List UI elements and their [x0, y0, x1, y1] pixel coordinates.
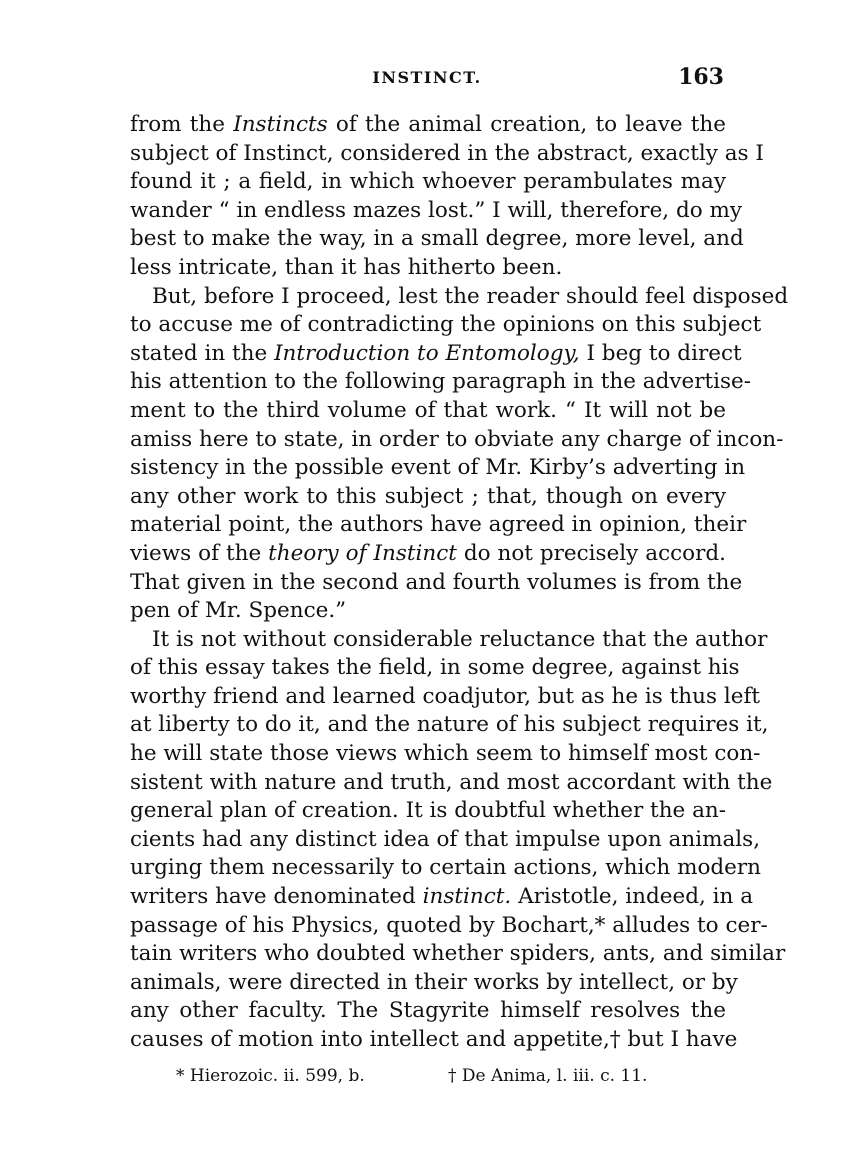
text-line: sistency in the possible event of Mr. Kirby’s adverting in — [130, 455, 746, 481]
text-line: from the Instincts of the animal creation, to leave the — [130, 112, 726, 137]
text-line: cients had any distinct idea of that impulse upon animals, — [130, 826, 761, 852]
text-line: wander “ in endless mazes lost.” I will, therefore, do my — [130, 197, 743, 223]
text-line: views of the theory of Instinct do not precisely accord. — [130, 540, 726, 566]
page-header — [130, 64, 724, 94]
body-text — [130, 111, 789, 1055]
text-line: amiss here to state, in order to obviate any charge of incon- — [130, 426, 784, 452]
text-line: causes of motion into intellect and appetite,† but I have — [130, 1027, 738, 1052]
text-line: at liberty to do it, and the nature of his subject requires it, — [130, 712, 769, 738]
text-line: general plan of creation. It is doubtful whether the an- — [130, 798, 727, 824]
text-line: sistent with nature and truth, and most accordant with the — [130, 769, 773, 795]
text-line: urging them necessarily to certain actions, which modern — [130, 855, 762, 881]
footnotes — [130, 1066, 726, 1090]
text-line: worthy friend and learned coadjutor, but as he is thus left — [130, 683, 761, 709]
text-line: of this essay takes the field, in some degree, against his — [130, 655, 740, 681]
text-line: tain writers who doubted whether spiders, ants, and similar — [130, 941, 786, 967]
text-line: material point, the authors have agreed in opinion, their — [130, 512, 747, 538]
paragraph-start-line: But, before I proceed, lest the reader should feel disposed — [152, 283, 789, 309]
text-line: writers have denominated instinct. Aristotle, indeed, in a — [130, 884, 754, 910]
text-line: ment to the third volume of that work. “ It will not be — [130, 397, 726, 423]
text-line: animals, were directed in their works by intellect, or by — [130, 969, 738, 995]
paragraph-start-line: It is not without considerable reluctance that the author — [152, 626, 768, 652]
footnote-bochart: * Hierozoic. ii. 599, b. — [176, 1066, 365, 1086]
page-number: 163 — [678, 64, 724, 90]
text-line: less intricate, than it has hitherto been. — [130, 254, 563, 280]
text-line: any other faculty. The Stagyrite himself resolves the — [130, 998, 726, 1024]
text-line: That given in the second and fourth volumes is from the — [130, 569, 743, 595]
text-line: his attention to the following paragraph in the advertise- — [130, 369, 752, 395]
text-line: best to make the way, in a small degree, more level, and — [130, 226, 744, 252]
footnote-de-anima: † De Anima, l. iii. c. 11. — [448, 1066, 648, 1086]
text-line: he will state those views which seem to himself most con- — [130, 741, 761, 767]
running-head: INSTINCT. — [372, 68, 482, 87]
text-line: pen of Mr. Spence.” — [130, 598, 347, 624]
text-line: to accuse me of contradicting the opinions on this subject — [130, 312, 762, 338]
text-line: any other work to this subject ; that, though on every — [130, 483, 726, 509]
text-line: subject of Instinct, considered in the abstract, exactly as I — [130, 140, 764, 166]
text-line: passage of his Physics, quoted by Bochart,* alludes to cer- — [130, 912, 768, 938]
text-line: found it ; a field, in which whoever perambulates may — [130, 169, 726, 195]
text-line: stated in the Introduction to Entomology, I beg to direct — [130, 340, 742, 366]
